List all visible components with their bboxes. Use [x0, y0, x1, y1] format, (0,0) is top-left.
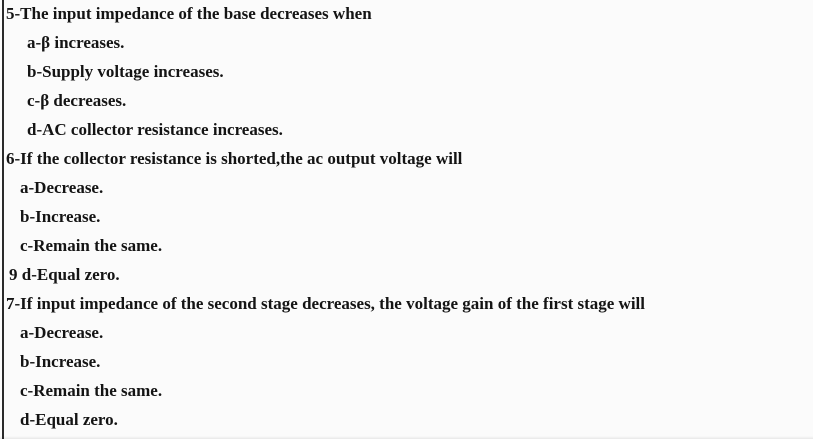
- question-6-option-a: a-Decrease.: [20, 178, 104, 197]
- question-6-option-c: c-Remain the same.: [20, 236, 163, 255]
- question-6-option-d: 9 d-Equal zero.: [9, 265, 120, 284]
- question-5-option-a: a-β increases.: [27, 33, 125, 52]
- question-7-option-b: b-Increase.: [20, 352, 101, 371]
- left-margin-rule: [2, 0, 4, 439]
- question-6-text: 6-If the collector resistance is shorted,the ac output voltage will: [6, 149, 463, 168]
- question-5-option-d: d-AC collector resistance increases.: [27, 120, 283, 139]
- question-7-option-c: c-Remain the same.: [20, 381, 163, 400]
- question-7-option-d: d-Equal zero.: [20, 410, 118, 429]
- question-5-option-c: c-β decreases.: [27, 91, 127, 110]
- question-7-text: 7-If input impedance of the second stage decreases, the voltage gain of the first stage will: [6, 294, 646, 313]
- question-7-option-a: a-Decrease.: [20, 323, 104, 342]
- question-6-option-b: b-Increase.: [20, 207, 101, 226]
- question-5-option-b: b-Supply voltage increases.: [27, 62, 224, 81]
- question-5-text: 5-The input impedance of the base decreases when: [6, 4, 372, 23]
